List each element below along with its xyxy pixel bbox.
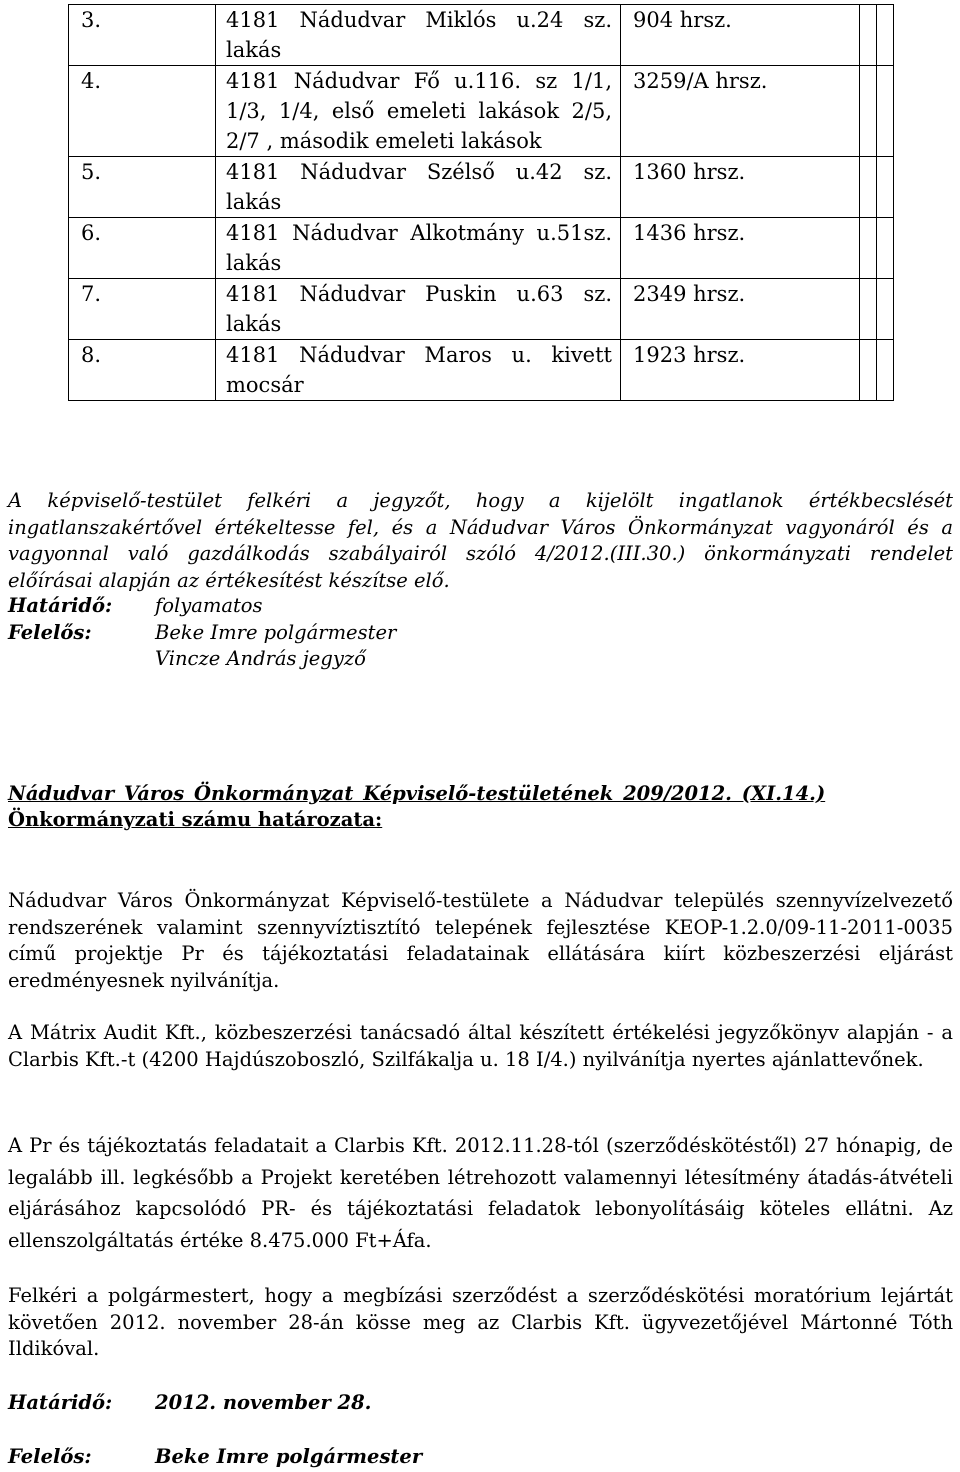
property-table-body — [69, 5, 894, 401]
responsible-row-2 — [8, 646, 953, 673]
heading-line-2: Önkormányzati számu határozata: — [8, 808, 383, 831]
row-empty-cell — [860, 5, 877, 66]
row-empty-cell — [877, 279, 894, 340]
responsible-label-2: Felelős: — [8, 1445, 92, 1468]
table-row — [69, 340, 894, 401]
deadline-label: Határidő: — [8, 594, 113, 617]
row-hrsz: 1360 hrsz. — [621, 157, 860, 218]
row-address: 4181 Nádudvar Fő u.116. sz 1/1, 1/3, 1/4, első emeleti lakások 2/5, 2/7 , második emeleti lakások — [216, 66, 621, 157]
resolution-2-heading — [8, 781, 953, 833]
row-address: 4181 Nádudvar Maros u. kivett mocsár — [216, 340, 621, 401]
resolution-2-paragraph-3: A Pr és tájékoztatás feladatait a Clarbis Kft. 2012.11.28-tól (szerződéskötéstől) 27 hónapig, de legalább ill. legkésőbb a Projekt keretében létrehozott valamennyi létesítmény átadás-átvételi eljárásához kapcsolódó PR- és tájékoztatási feladatok lebonyolításáig köteles ellátni. Az ellenszolgáltatás értéke 8.475.000 Ft+Áfa. — [8, 1134, 953, 1252]
row-empty-cell — [877, 66, 894, 157]
row-empty-cell — [860, 340, 877, 401]
responsible-value-2: Vincze András jegyző — [155, 647, 366, 670]
deadline-value: folyamatos — [155, 594, 263, 617]
resolution-1-text: A képviselő-testület felkéri a jegyzőt, hogy a kijelölt ingatlanok értékbecslését ingatlanszakértővel értékeltesse fel, és a Nádudvar Város Önkormányzat vagyonáról és a vagyonnal való gazdálkodás szabályairól szóló 4/2012.(III.30.) önkormányzati rendelet előírásai alapján az értékesítést készítse elő. — [8, 489, 953, 592]
resolution-2-paragraph-1: Nádudvar Város Önkormányzat Képviselő-testülete a Nádudvar település szennyvízelvezető rendszerének valamint szennyvíztisztító telepének fejlesztése KEOP-1.2.0/09-11-2011-0035 című projektje Pr és tájékoztatási feladatainak ellátására kiírt közbeszerzési eljárást eredményesnek nyilvánítja. — [8, 889, 953, 992]
row-number: 6. — [69, 218, 216, 279]
row-address: 4181 Nádudvar Puskin u.63 sz. lakás — [216, 279, 621, 340]
resolution-2-deadline-row — [8, 1390, 953, 1417]
row-empty-cell — [860, 66, 877, 157]
row-address: 4181 Nádudvar Alkotmány u.51sz. lakás — [216, 218, 621, 279]
responsible-row — [8, 620, 953, 647]
resolution-2-paragraph-2: A Mátrix Audit Kft., közbeszerzési tanácsadó által készített értékelési jegyzőkönyv alapján - a Clarbis Kft.-t (4200 Hajdúszoboszló, Szilfákalja u. 18 I/4.) nyilvánítja nyertes ajánlattevőnek. — [8, 1021, 953, 1071]
row-address: 4181 Nádudvar Szélső u.42 sz. lakás — [216, 157, 621, 218]
row-hrsz: 904 hrsz. — [621, 5, 860, 66]
row-empty-cell — [877, 157, 894, 218]
table-row — [69, 5, 894, 66]
heading-line-1: Nádudvar Város Önkormányzat Képviselő-testületének 209/2012. (XI.14.) — [8, 782, 826, 805]
row-hrsz: 1436 hrsz. — [621, 218, 860, 279]
row-empty-cell — [860, 279, 877, 340]
row-address: 4181 Nádudvar Miklós u.24 sz. lakás — [216, 5, 621, 66]
resolution-1-meta — [8, 593, 953, 673]
resolution-2-paragraph-4: Felkéri a polgármestert, hogy a megbízási szerződést a szerződéskötési moratórium lejártát követően 2012. november 28-án kösse meg az Clarbis Kft. ügyvezetőjével Mártonné Tóth Ildikóval. — [8, 1284, 953, 1360]
row-number: 8. — [69, 340, 216, 401]
row-number: 3. — [69, 5, 216, 66]
table-row — [69, 279, 894, 340]
resolution-2-responsible-row — [8, 1444, 953, 1471]
row-empty-cell — [877, 218, 894, 279]
row-number: 4. — [69, 66, 216, 157]
table-row — [69, 66, 894, 157]
responsible-label: Felelős: — [8, 620, 92, 644]
responsible-value-1: Beke Imre polgármester — [155, 620, 397, 644]
deadline-value-2: 2012. november 28. — [155, 1391, 372, 1414]
row-hrsz: 3259/A hrsz. — [621, 66, 860, 157]
row-number: 5. — [69, 157, 216, 218]
responsible-value-3: Beke Imre polgármester — [155, 1445, 423, 1468]
row-hrsz: 1923 hrsz. — [621, 340, 860, 401]
row-number: 7. — [69, 279, 216, 340]
table-row — [69, 218, 894, 279]
deadline-label-2: Határidő: — [8, 1391, 113, 1414]
row-hrsz: 2349 hrsz. — [621, 279, 860, 340]
deadline-row — [8, 593, 953, 620]
row-empty-cell — [860, 157, 877, 218]
row-empty-cell — [877, 340, 894, 401]
property-table — [68, 4, 894, 401]
row-empty-cell — [860, 218, 877, 279]
table-row — [69, 157, 894, 218]
row-empty-cell — [877, 5, 894, 66]
